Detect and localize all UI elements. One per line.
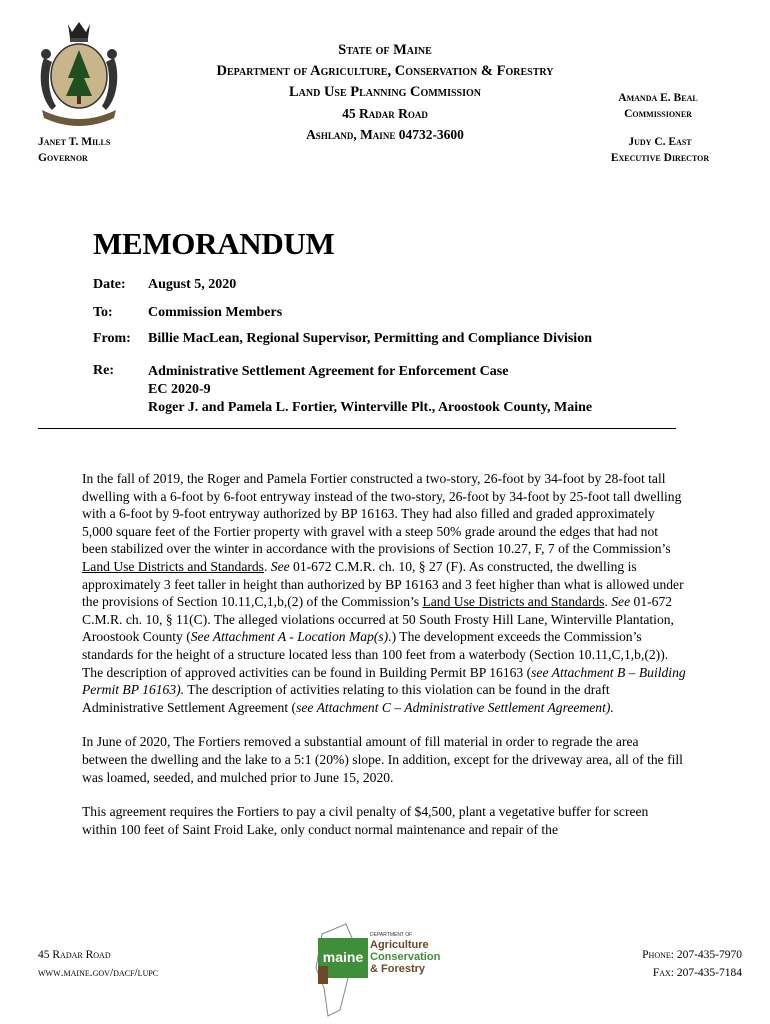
standards-reference-2: Land Use Districts and Standards [422,594,605,610]
state-seal-icon [30,18,128,130]
director-block [578,134,742,166]
standards-reference-1: Land Use Districts and Standards [82,558,264,574]
footer-street: 45 Radar Road [38,949,111,961]
date-value: August 5, 2020 [148,277,237,292]
date-label: Date: [93,277,126,292]
to-label: To: [93,305,113,320]
p1-text-a: In the fall of 2019, the Roger and Pamela Fortier constructed a two-story, 26-foot by 34-foot by 28-foot tall dwelling with a 6-foot by 6-foot entryway instead of the two-story, 26-foot by 34-foot by 25-foot tall dwelling with a 6-foot by 9-foot entryway authorized by BP 16163. They had also filled and graded approximately 5,000 square feet of the Fortier property with gravel with a steep 50% grade around the edges that had not been stabilized over the winter in accordance with the provisions of Section 10.27, F, 7 of the Commission’s [82,471,682,557]
re-line-3: Roger J. and Pamela L. Fortier, Winterville Plt., Aroostook County, Maine [148,400,593,415]
attachment-c-ref: see Attachment C – Administrative Settlement Agreement). [296,699,614,715]
footer-address [38,946,158,982]
re-value [148,363,592,417]
letterhead-city: Ashland, Maine 04732-3600 [306,127,464,142]
commissioner-title: Commissioner [624,108,692,120]
footer-fax: Fax: 207-435-7184 [652,967,742,979]
director-name: Judy C. East [628,136,692,148]
p1-text-b: . [263,558,271,574]
logo-line-2: Conservation [370,951,441,963]
p1-text-e: 01-672 C.M.R. ch. 10, § 11(C). The alleged violations occurred at 50 South Frosty Hill Lane, Winterville Plantation, Aroostook County ( [82,594,674,645]
memo-title: MEMORANDUM [93,226,335,261]
logo-dept: DEPARTMENT OF [370,932,413,938]
attachment-b-ref: see Attachment B – Building Permit BP 16163). [82,664,686,698]
p1-text-f: ) The development exceeds the Commission’s standards for the height of a structure located less than 100 feet from a waterbody (Section 10.11,C,1,b,(2)). The description of approved activities can be found in Building Permit BP 16163 ( [82,629,669,680]
from-value: Billie MacLean, Regional Supervisor, Permitting and Compliance Division [148,331,592,346]
re-label: Re: [93,363,114,378]
governor-name: Janet T. Mills [38,136,111,148]
p1-text-g: The description of activities relating to this violation can be found in the draft Administrative Settlement Agreement ( [82,682,610,715]
memo-body [82,470,686,855]
state-name: State of Maine [338,42,432,58]
attachment-a-ref: See Attachment A - Location Map(s). [190,629,392,645]
governor-title: Governor [38,152,88,164]
from-label: From: [93,331,131,346]
p1-see-1: See [270,558,290,574]
commissioner-block [578,90,738,122]
department-name: Department of Agriculture, Conservation & Forestry [216,63,554,79]
dacf-logo-icon [312,918,462,1022]
p1-see-2: See [611,594,631,610]
governor-block [38,134,110,166]
logo-word: maine [322,949,364,965]
p1-text-c: 01-672 C.M.R. ch. 10, § 27 (F). As constructed, the dwelling is approximately 3 feet taller in height than authorized by BP 16163 and 3 feet higher than what is allowed under the provisions of Section 10.11,C,1,b,(2) of the Commission’s [82,558,684,610]
p1-text-d: . [604,594,612,610]
header-divider [38,428,676,429]
paragraph-2: In June of 2020, The Fortiers removed a substantial amount of fill material in order to regrade the area between the dwelling and the lake to a 5:1 (20%) slope. In addition, except for the driveway area, all of the fill was loamed, seeded, and mulched prior to June 15, 2020. [82,734,683,785]
footer-contact [560,946,742,982]
logo-line-1: Agriculture [370,939,429,951]
re-line-1: Administrative Settlement Agreement for Enforcement Case [148,364,509,379]
re-line-2: EC 2020-9 [148,382,211,397]
footer-phone: Phone: 207-435-7970 [642,949,742,961]
commission-name: Land Use Planning Commission [288,84,482,100]
footer-website: www.maine.gov/dacf/lupc [38,967,159,979]
commissioner-name: Amanda E. Beal [618,92,698,104]
to-value: Commission Members [148,305,283,320]
letterhead-center [140,40,630,145]
letterhead-street: 45 Radar Road [342,106,428,121]
paragraph-3: This agreement requires the Fortiers to pay a civil penalty of $4,500, plant a vegetative buffer for screen within 100 feet of Saint Froid Lake, only conduct normal maintenance and repair of the [82,804,649,837]
logo-line-3: & Forestry [370,963,426,975]
director-title: Executive Director [610,152,710,164]
paragraph-1 [82,470,686,716]
